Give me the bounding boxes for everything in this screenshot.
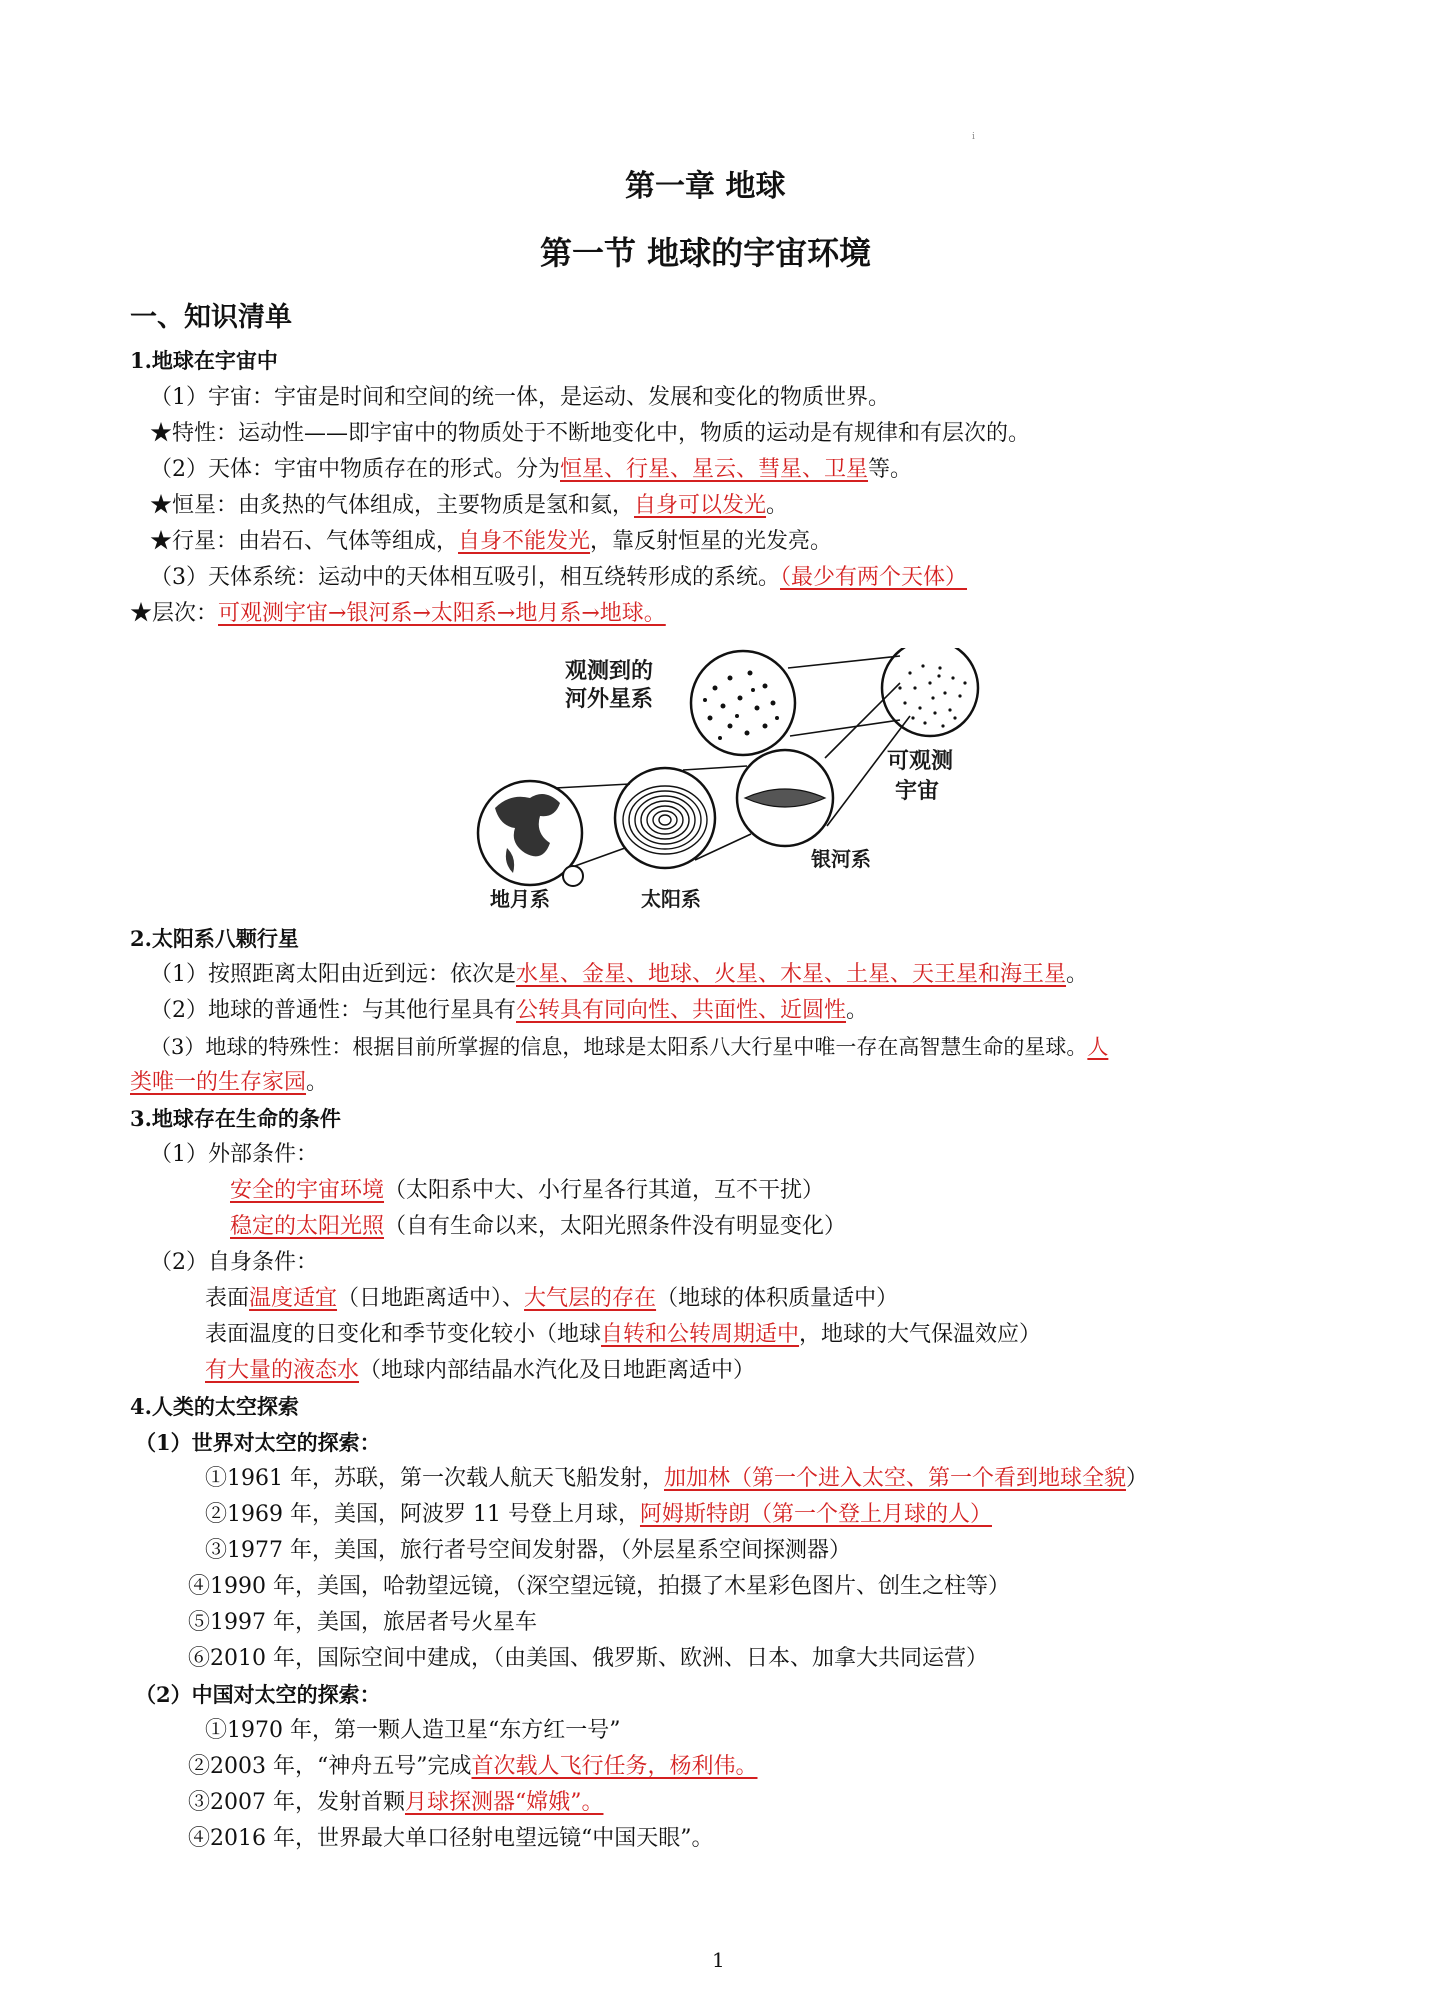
- part-heading: 一、知识清单: [130, 302, 292, 333]
- paragraph: （2）自身条件：: [150, 1250, 318, 1275]
- list-item: ④1990 年，美国，哈勃望远镜，（深空望远镜，拍摄了木星彩色图片、创生之柱等）: [188, 1574, 1010, 1599]
- paragraph: [150, 455, 912, 485]
- text: ，靠反射恒星的光发亮。: [590, 529, 833, 554]
- text: 。: [306, 1070, 329, 1095]
- subheading-china: （2）中国对太空的探索：: [135, 1682, 381, 1707]
- text: 表面温度的日变化和季节变化较小（地球: [205, 1322, 602, 1347]
- text: ）: [1126, 1466, 1149, 1491]
- paragraph: [205, 1284, 898, 1314]
- paragraph: [150, 527, 832, 557]
- highlight-text: 恒星、行星、星云、彗星、卫星: [560, 457, 869, 482]
- highlight-text: 首次载人飞行任务，杨利伟。: [471, 1754, 758, 1779]
- text: （地球的体积质量适中）: [656, 1286, 899, 1311]
- solar-system-circle: [615, 768, 715, 868]
- highlight-text: 有大量的液态水: [205, 1358, 360, 1383]
- highlight-text: 安全的宇宙环境: [230, 1178, 385, 1203]
- label-observable-2: [895, 779, 939, 804]
- section-1-heading: 1.地球在宇宙中: [130, 348, 278, 373]
- moon-icon: [563, 866, 583, 886]
- text: ，地球的大气保温效应）: [799, 1322, 1042, 1347]
- highlight-text: 阿姆斯特朗（第一个登上月球的人）: [639, 1502, 992, 1527]
- paragraph: [130, 599, 666, 629]
- label-observable: [887, 749, 953, 774]
- label-galaxies: [565, 658, 653, 684]
- highlight-text: 自身可以发光: [634, 493, 767, 518]
- paragraph: [230, 1212, 846, 1242]
- section-3-heading: 3.地球存在生命的条件: [130, 1106, 341, 1131]
- paragraph: [150, 491, 788, 521]
- observed-galaxies-circle: [691, 651, 795, 755]
- paragraph: ★特性：运动性——即宇宙中的物质处于不断地变化中，物质的运动是有规律和有层次的。: [150, 421, 1031, 446]
- highlight-text: 月球探测器“嫦娥”。: [404, 1790, 604, 1815]
- label-galaxies-line2: 河外星系: [565, 687, 654, 712]
- section-2-heading: 2.太阳系八颗行星: [130, 926, 299, 951]
- list-item: ⑥2010 年，国际空间中建成，（由美国、俄罗斯、欧洲、日本、加拿大共同运营）: [188, 1646, 988, 1671]
- chapter-title: 第一章 地球: [625, 169, 786, 204]
- list-item: [188, 1788, 603, 1818]
- paragraph: [205, 1320, 1041, 1350]
- text: ★行星：由岩石、气体等组成，: [150, 529, 459, 554]
- paragraph: [150, 996, 868, 1026]
- paragraph: [150, 960, 1088, 990]
- earth-globe: [478, 781, 583, 886]
- paragraph: [150, 563, 967, 593]
- highlight-text: 类唯一的生存家园: [130, 1070, 307, 1095]
- label-galaxies-line1: 观测到的: [565, 659, 654, 684]
- text: 表面: [205, 1286, 250, 1311]
- label-galaxies-2: [565, 686, 653, 712]
- label-earth-moon: 地月系: [490, 887, 550, 911]
- list-item: ④2016 年，世界最大单口径射电望远镜“中国天眼”。: [188, 1826, 714, 1851]
- text: （1）按照距离太阳由近到远：依次是: [150, 962, 516, 987]
- text: 。: [766, 493, 789, 518]
- text: ★层次：: [130, 601, 219, 626]
- highlight-text: （最少有两个天体）: [780, 565, 968, 590]
- text: ②2003 年，“神舟五号”完成: [188, 1754, 472, 1779]
- highlight-text: 稳定的太阳光照: [230, 1214, 385, 1239]
- highlight-text: 大气层的存在: [524, 1286, 657, 1311]
- text: （自有生命以来，太阳光照条件没有明显变化）: [384, 1214, 847, 1239]
- text: （日地距离适中）、: [337, 1286, 525, 1311]
- text: （太阳系中大、小行星各行其道，互不干扰）: [384, 1178, 825, 1203]
- paragraph: （1）宇宙：宇宙是时间和空间的统一体，是运动、发展和变化的物质世界。: [150, 385, 890, 410]
- paragraph: [150, 1032, 1108, 1062]
- list-item: ①1970 年，第一颗人造卫星“东方红一号”: [205, 1718, 621, 1743]
- text: 。: [846, 998, 869, 1023]
- text: ①1961 年，苏联，第一次载人航天飞船发射，: [205, 1466, 664, 1491]
- text: （3）地球的特殊性：根据目前所掌握的信息，地球是太阳系八大行星中唯一存在高智慧生命的星球。: [150, 1035, 1088, 1059]
- highlight-text: 公转具有同向性、共面性、近圆性: [516, 998, 847, 1023]
- list-item: [205, 1500, 992, 1530]
- text: ③2007 年，发射首颗: [188, 1790, 405, 1815]
- highlight-text: 自转和公转周期适中: [601, 1322, 800, 1347]
- label-milky-way: 银河系: [811, 847, 871, 871]
- section-title: 第一节 地球的宇宙环境: [540, 234, 872, 272]
- list-item: [188, 1752, 758, 1782]
- subheading-world: （1）世界对太空的探索：: [135, 1430, 381, 1455]
- paragraph: [230, 1176, 824, 1206]
- highlight-text: 水星、金星、地球、火星、木星、土星、天王星和海王星: [516, 962, 1067, 987]
- highlight-text: 温度适宜: [249, 1286, 338, 1311]
- label-observable-line2: 宇宙: [895, 779, 940, 804]
- paragraph: [205, 1356, 755, 1386]
- label-observable-line1: 可观测: [887, 749, 954, 774]
- milky-way-circle: [737, 750, 833, 846]
- text: ★恒星：由炙热的气体组成，主要物质是氢和氦，: [150, 493, 635, 518]
- label-solar-system: 太阳系: [641, 887, 701, 911]
- paragraph: [130, 1068, 328, 1098]
- cosmic-hierarchy-diagram: [455, 648, 995, 918]
- text: ②1969 年，美国，阿波罗 11 号登上月球，: [205, 1502, 640, 1527]
- highlight-text: 可观测宇宙→银河系→太阳系→地月系→地球。: [218, 601, 666, 626]
- page-mark: i: [972, 132, 975, 142]
- list-item: [205, 1464, 1148, 1494]
- observable-universe-circle: [882, 648, 978, 736]
- highlight-text: 人: [1087, 1035, 1109, 1059]
- list-item: ③1977 年，美国，旅行者号空间发射器，（外层星系空间探测器）: [205, 1538, 851, 1563]
- section-4-heading: 4.人类的太空探索: [130, 1394, 299, 1419]
- paragraph: （1）外部条件：: [150, 1142, 318, 1167]
- text: 等。: [868, 457, 913, 482]
- text: （地球内部结晶水汽化及日地距离适中）: [359, 1358, 756, 1383]
- highlight-text: 自身不能发光: [458, 529, 591, 554]
- text: （3）天体系统：运动中的天体相互吸引，相互绕转形成的系统。: [150, 565, 780, 590]
- highlight-text: 加加林（第一个进入太空、第一个看到地球全貌: [663, 1466, 1126, 1491]
- page-number: 1: [712, 1948, 725, 1972]
- text: （2）地球的普通性：与其他行星具有: [150, 998, 516, 1023]
- list-item: ⑤1997 年，美国，旅居者号火星车: [188, 1610, 537, 1635]
- text: 。: [1066, 962, 1089, 987]
- text: （2）天体：宇宙中物质存在的形式。分为: [150, 457, 560, 482]
